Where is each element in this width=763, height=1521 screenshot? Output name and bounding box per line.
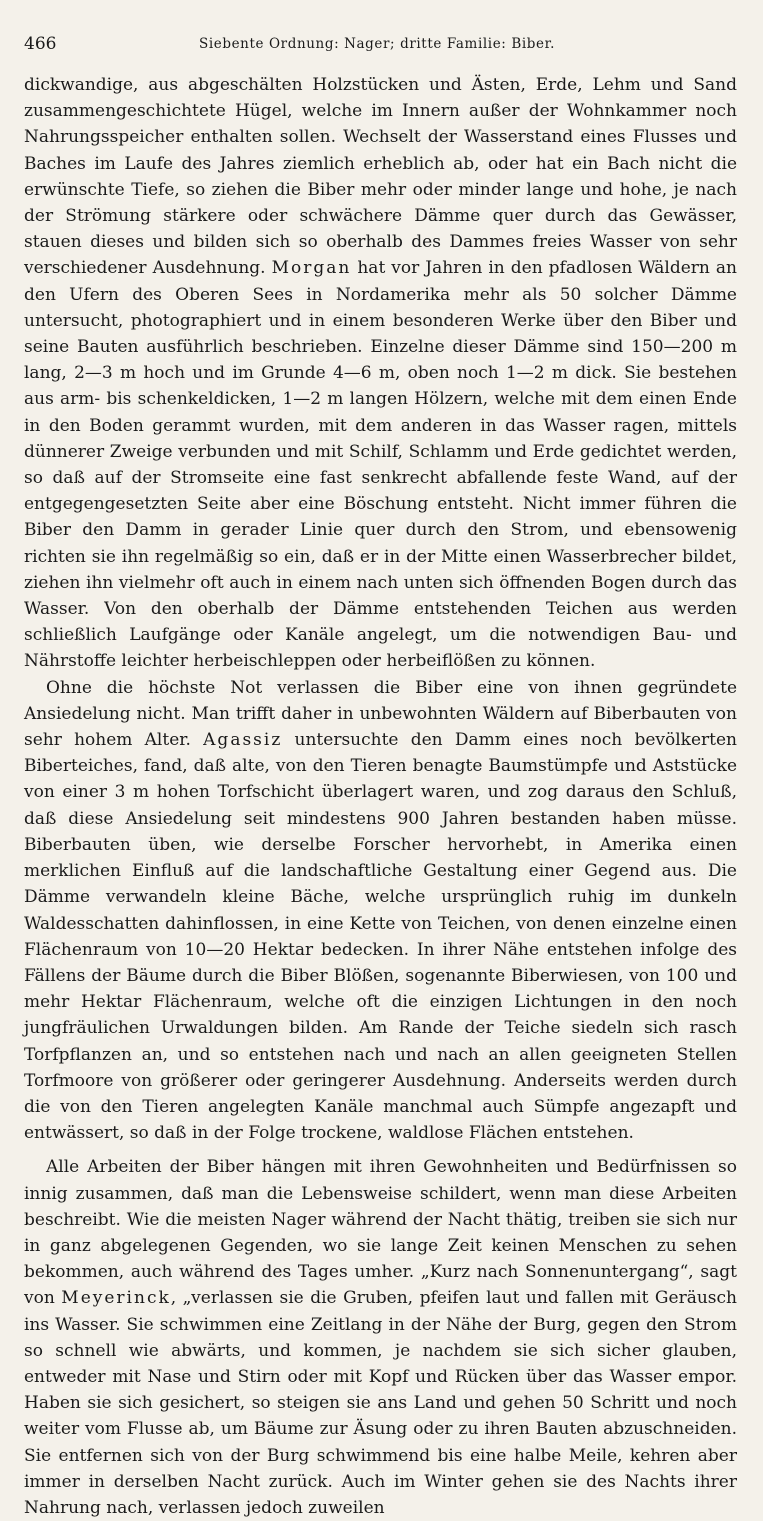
author-name: Morgan xyxy=(271,258,352,279)
paragraph-settlements: Ohne die höchste Not verlassen die Biber eine von ihnen gegründete Ansiedelung nicht. Man trifft daher in unbewohnten Wäldern auf Biberbauten von sehr hohem Alter. Agassiz untersuchte den Damm eines noch bevölkerten Biberteiches, fand, daß alte, von den Tieren benagte Baumstümpfe und Aststücke von einer 3 m hohen Torfschicht überlagert waren, und zog daraus den Schluß, daß diese Ansiedelung seit mindestens 900 Jahren bestanden haben müsse. Biberbauten üben, wie derselbe Forscher hervorhebt, in Amerika einen merklichen Einfluß auf die landschaftliche Gestaltung einer Gegend aus. Die Dämme verwandeln kleine Bäche, welche ursprünglich ruhig im dunkeln Waldesschatten dahinflossen, in eine Kette von Teichen, von denen einzelne einen Flächenraum von 10—20 Hektar bedecken. In ihrer Nähe entstehen infolge des Fällens der Bäume durch die Biber Blößen, sogenannte Biberwiesen, von 100 und mehr Hektar Flächenraum, welche oft die einzigen Lichtungen in den noch jungfräulichen Urwaldungen bilden. Am Rande der Teiche siedeln sich rasch Torfpflanzen an, und so entstehen nach und nach an allen geeigneten Stellen Torfmoore von größerer oder geringerer Ausdehnung. Anderseits werden durch die von den Tieren angelegten Kanäle manchmal auch Sümpfe angezapft und entwässert, so daß in der Folge trockene, waldlose Flächen entstehen. xyxy=(24,677,737,1144)
page-header xyxy=(24,30,737,60)
paragraph-habits: Alle Arbeiten der Biber hängen mit ihren Gewohnheiten und Bedürfnissen so innig zusammen, daß man die Lebensweise schildert, wenn man diese Arbeiten beschreibt. Wie die meisten Nager während der Nacht thätig, treiben sie sich nur in ganz abgelegenen Gegenden, wo sie lange Zeit keinen Menschen zu sehen bekommen, auch während des Tages umher. „Kurz nach Sonnenuntergang“, sagt von Meyerinck, „verlassen sie die Gruben, pfeifen laut und fallen mit Geräusch ins Wasser. Sie schwimmen eine Zeitlang in der Nähe der Burg, gegen den Strom so schnell wie abwärts, und kommen, je nachdem sie sich sicher glauben, entweder mit Nase und Stirn oder mit Kopf und Rücken über das Wasser empor. Haben sie sich gesichert, so steigen sie ans Land und gehen 50 Schritt und noch weiter vom Flusse ab, um Bäume zur Äsung oder zu ihren Bauten abzuschneiden. Sie entfernen sich von der Burg schwimmend bis eine halbe Meile, kehren aber immer in derselben Nacht zurück. Auch im Winter gehen sie des Nachts ihrer Nahrung nach, verlassen jedoch zuweilen xyxy=(24,1157,737,1518)
paragraph-dams: dickwandige, aus abgeschälten Holzstücken und Ästen, Erde, Lehm und Sand zusammengeschichtete Hügel, welche im Innern außer der Wohnkammer noch Nahrungsspeicher enthalten sollen. Wechselt der Wasserstand eines Flusses und Baches im Laufe des Jahres ziemlich erheblich ab, oder hat ein Bach nicht die erwünschte Tiefe, so ziehen die Biber mehr oder minder lange und hohe, je nach der Strömung stärkere oder schwächere Dämme quer durch das Gewässer, stauen dieses und bilden sich so oberhalb des Dammes freies Wasser von sehr verschiedener Ausdehnung. Morgan hat vor Jahren in den pfadlosen Wäldern an den Ufern des Oberen Sees in Nordamerika mehr als 50 solcher Dämme untersucht, photographiert und in einem besonderen Werke über den Biber und seine Bauten ausführlich beschrieben. Einzelne dieser Dämme sind 150—200 m lang, 2—3 m hoch und im Grunde 4—6 m, oben noch 1—2 m dick. Sie bestehen aus arm- bis schenkeldicken, 1—2 m langen Hölzern, welche mit dem einen Ende in den Boden gerammt wurden, mit dem anderen in das Wasser ragen, mittels dünnerer Zweige verbunden und mit Schilf, Schlamm und Erde gedichtet werden, so daß auf der Stromseite eine fast senkrecht abfallende feste Wand, auf der entgegengesetzten Seite aber eine Böschung entsteht. Nicht immer führen die Biber den Damm in gerader Linie quer durch den Strom, und ebensowenig richten sie ihn regelmäßig so ein, daß er in der Mitte einen Wasserbrecher bildet, ziehen ihn vielmehr oft auch in einem nach unten sich öffnenden Bogen durch das Wasser. Von den oberhalb der Dämme entstehenden Teichen aus werden schließlich Laufgänge oder Kanäle angelegt, um die notwendigen Bau- und Nährstoffe leichter herbeischleppen oder herbeiflößen zu können. xyxy=(24,75,737,672)
running-head: Siebente Ordnung: Nager; dritte Familie: Biber. xyxy=(199,36,556,52)
author-name: Meyerinck xyxy=(61,1288,171,1309)
page-number: 466 xyxy=(24,34,57,54)
body-text xyxy=(24,72,737,1521)
author-name: Agassiz xyxy=(203,730,283,751)
